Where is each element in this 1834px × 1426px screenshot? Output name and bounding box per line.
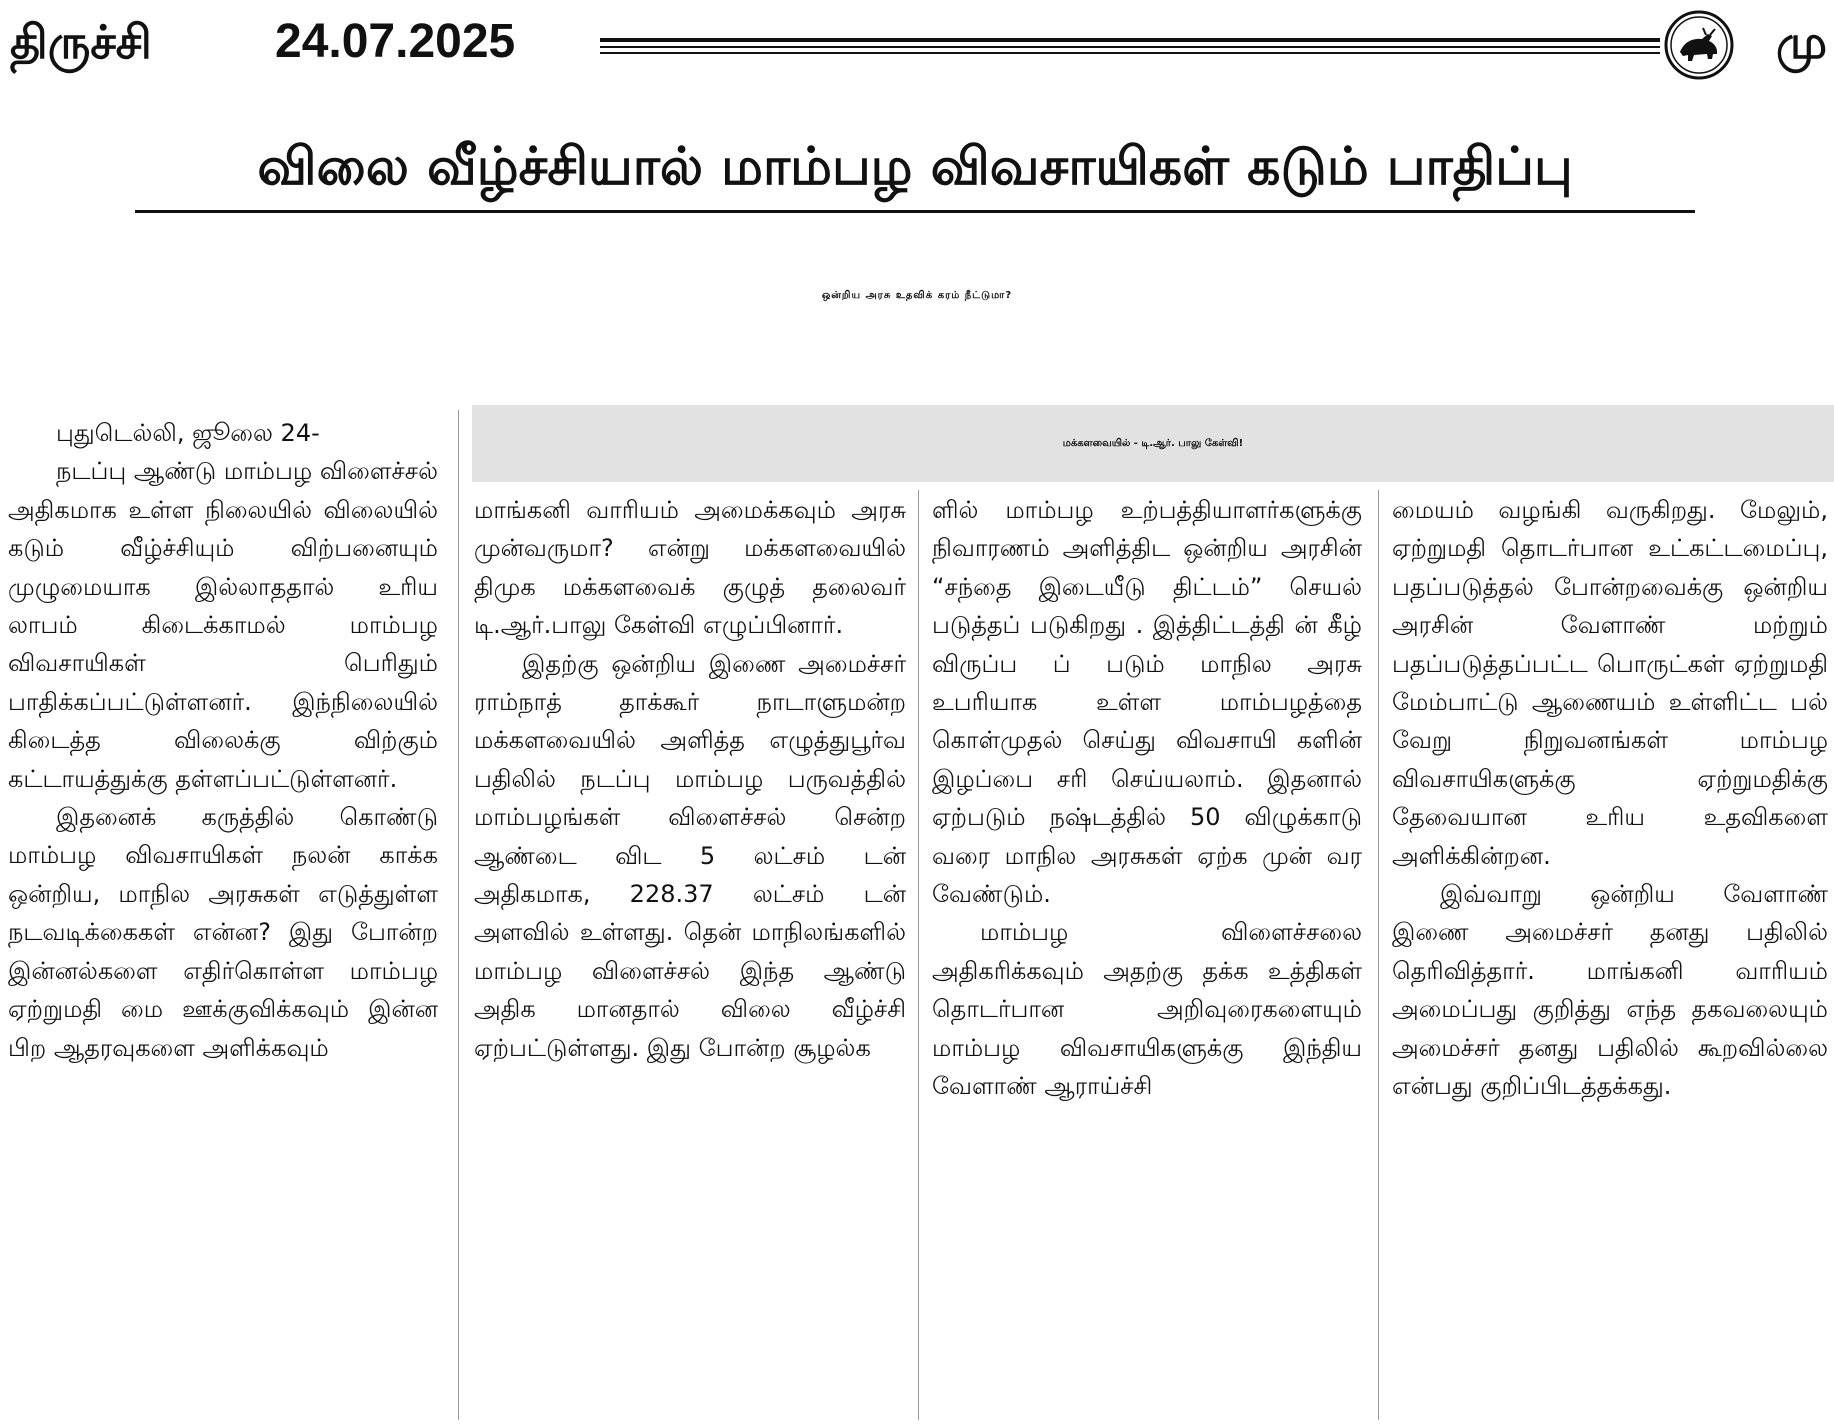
article-column-3 (932, 491, 1362, 1106)
masthead-rule-thin (600, 46, 1660, 48)
paragraph: மையம் வழங்கி வருகிறது. மேலும், ஏற்றுமதி தொடர்பான உட்கட்டமைப்பு, பதப்படுத்தல் போன்றவைக்கு ஒன்றிய அரசின் வேளாண் மற்றும் பதப்படுத்தப்பட்ட பொருட்கள் ஏற்றுமதி மேம்பாட்டு ஆணையம் உள்ளிட்ட பல் வேறு நிறுவனங்கள் மாம்பழ விவசாயிகளுக்கு ஏற்றுமதிக்கு தேவையான உரிய உதவிகளை அளிக்கின்றன. (1392, 496, 1828, 870)
masthead-rule-thin-2 (600, 52, 1660, 54)
paragraph: மாம்பழ விளைச்சலை அதிகரிக்கவும் அதற்கு தக்க உத்திகள் தொடர்பான அறிவுரைகளையும் மாம்பழ விவசாயிகளுக்கு இந்திய வேளாண் ஆராய்ச்சி (932, 918, 1362, 1101)
paragraph: நடப்பு ஆண்டு மாம்பழ விளைச்சல் அதிகமாக உள்ள நிலையில் விலையில் கடும் வீழ்ச்சியும் விற்பனையும் முழுமையாக இல்லாததால் உரிய லாபம் கிடைக்காமல் மாம்பழ விவசாயிகள் பெரிதும் பாதிக்கப்பட்டுள்ளனர். இந்நிலையில் கிடைத்த விலைக்கு விற்கும் கட்டாயத்துக்கு தள்ளப்பட்டுள்ளனர். (8, 457, 438, 793)
paragraph: இதற்கு ஒன்றிய இணை அமைச்சர் ராம்நாத் தாக்கூர் நாடாளுமன்ற மக்களவையில் அளித்த எழுத்துபூர்வ பதிலில் நடப்பு மாம்பழ பருவத்தில் மாம்பழங்கள் விளைச்சல் சென்ற ஆண்டை விட 5 லட்சம் டன் அதிகமாக, 228.37 லட்சம் டன் அளவில் உள்ளது. தென் மாநிலங்களில் மாம்பழ விளைச்சல் இந்த ஆண்டு அதிக மானதால் விலை வீழ்ச்சி ஏற்பட்டுள்ளது. இது போன்ற சூழல்க (474, 649, 906, 1062)
column-divider (458, 410, 459, 1420)
column-divider (1378, 490, 1379, 1420)
bull-emblem-icon (1662, 8, 1736, 82)
article-column-1 (8, 414, 438, 1067)
kicker-underline (135, 210, 1695, 213)
article-column-4 (1392, 491, 1828, 1106)
article-column-2 (474, 491, 906, 1067)
issue-date: 24.07.2025 (275, 15, 516, 68)
city-label: திருச்சி (10, 15, 152, 69)
subheadline: மக்களவையில் - டி.ஆர். பாலு கேள்வி! (1062, 438, 1244, 449)
paragraph: மாங்கனி வாரியம் அமைக்கவும் அரசு முன்வருமா? என்று மக்களவையில் திமுக மக்களவைக் குழுத் தலைவர் டி.ஆர்.பாலு கேள்வி எழுப்பினார். (474, 496, 906, 640)
kicker-headline: விலை வீழ்ச்சியால் மாம்பழ விவசாயிகள் கடும் பாதிப்பு (257, 137, 1573, 197)
paper-name: மு (1776, 15, 1828, 69)
paragraph: ளில் மாம்பழ உற்பத்தியாளர்களுக்கு நிவாரணம் அளித்திட ஒன்றிய அரசின் “சந்தை இடையீடு திட்டம்” செயல் படுத்தப் படுகிறது . இத்திட்டத்தி ன் கீழ் விருப்ப ப் படும் மாநில அரசு உபரியாக உள்ள மாம்பழத்தை கொள்முதல் செய்து விவசாயி களின் இழப்பை சரி செய்யலாம். இதனால் ஏற்படும் நஷ்டத்தில் 50 விழுக்காடு வரை மாநில அரசுகள் ஏற்க முன் வர வேண்டும். (932, 496, 1362, 909)
column-divider (918, 490, 919, 1420)
paragraph: இதனைக் கருத்தில் கொண்டு மாம்பழ விவசாயிகள் நலன் காக்க ஒன்றிய, மாநில அரசுகள் எடுத்துள்ள நடவடிக்கைகள் என்ன? இது போன்ற இன்னல்களை எதிர்கொள்ள மாம்பழ ஏற்றுமதி மை ஊக்குவிக்கவும் இன்ன பிற ஆதரவுகளை அளிக்கவும் (8, 803, 438, 1062)
masthead-rule (600, 38, 1660, 42)
main-headline: ஒன்றிய அரசு உதவிக் கரம் நீட்டுமா? (821, 290, 1013, 301)
masthead (0, 0, 1834, 90)
paragraph: இவ்வாறு ஒன்றிய வேளாண் இணை அமைச்சர் தனது பதிலில் தெரிவித்தார். மாங்கனி வாரியம் அமைப்பது குறித்து எந்த தகவலையும் அமைச்சர் தனது பதிலில் கூறவில்லை என்பது குறிப்பிடத்தக்கது. (1392, 880, 1828, 1101)
dateline: புதுடெல்லி, ஜூலை 24- (56, 419, 320, 447)
